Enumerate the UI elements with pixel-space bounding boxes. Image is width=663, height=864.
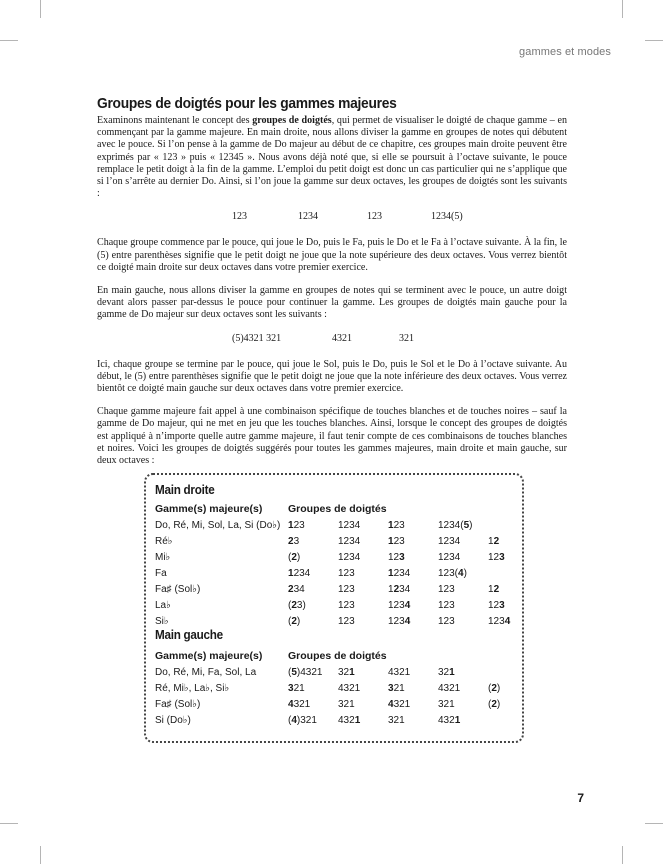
pattern-group: 321 <box>399 332 414 344</box>
pattern-group: 123 <box>232 211 247 223</box>
fingering-group-cell: (2) <box>488 682 501 694</box>
fingering-group-cell: 321 <box>288 682 305 694</box>
fingering-group-cell: 12 <box>488 535 500 547</box>
fingering-group-cell: 4321 <box>438 682 461 694</box>
crop-mark <box>622 846 623 864</box>
fingering-group-cell: 123 <box>388 519 405 531</box>
fingering-group-cell: (23) <box>288 599 306 611</box>
fingering-group-cell: 123 <box>438 599 455 611</box>
crop-mark <box>0 823 18 824</box>
paragraph: Chaque groupe commence par le pouce, qui joue le Do, puis le Fa, puis le Do et le Fa à l’octave suivante. À la fin, le (5) entre parenthèses signifie que le petit doigt ne joue que la note supérieure des deux octaves. Vous verrez bientôt ce doigté main droite sur deux octaves dans votre premier exercice. <box>97 237 567 273</box>
fingering-group-cell: 321 <box>438 698 455 710</box>
table-row <box>155 549 528 565</box>
pattern-group: 4321 <box>332 332 352 344</box>
fingering-group-cell: 1234(5) <box>438 519 473 531</box>
fingering-group-cell: 123 <box>288 519 305 531</box>
table-row <box>155 680 528 696</box>
fingering-group-cell: 4321 <box>338 714 361 726</box>
scale-name-cell: Do, Ré, Mi, Sol, La, Si (Do♭) <box>155 519 281 531</box>
fingering-group-cell: 123 <box>388 551 405 563</box>
fingering-group-cell: 1234 <box>388 599 411 611</box>
fingering-group-cell: 123(4) <box>438 567 467 579</box>
fingering-group-cell: 1234 <box>338 551 361 563</box>
scale-name-cell: Si (Do♭) <box>155 714 191 726</box>
scale-name-cell: Fa♯ (Sol♭) <box>155 698 201 710</box>
col-header-groups: Groupes de doigtés <box>288 650 387 662</box>
pattern-group: 1234 <box>298 211 318 223</box>
fingering-pattern-left-hand <box>97 333 567 345</box>
crop-mark <box>645 40 663 41</box>
page-number: 7 <box>577 791 584 805</box>
crop-mark <box>645 823 663 824</box>
scale-name-cell: Do, Ré, Mi, Fa, Sol, La <box>155 666 257 678</box>
left-hand-title: Main gauche <box>155 627 223 642</box>
fingering-group-cell: 4321 <box>288 698 311 710</box>
section-title: Groupes de doigtés pour les gammes majeures <box>97 95 397 112</box>
col-header-scales: Gamme(s) majeure(s) <box>155 503 263 515</box>
body-text <box>97 115 567 478</box>
fingering-group-cell: 123 <box>488 599 505 611</box>
fingering-group-cell: 123 <box>388 535 405 547</box>
left-hand-table <box>155 648 528 728</box>
fingering-group-cell: 321 <box>338 666 355 678</box>
table-row <box>155 581 528 597</box>
pattern-group: 123 <box>367 211 382 223</box>
fingering-group-cell: 123 <box>338 615 355 627</box>
fingering-group-cell: 123 <box>438 583 455 595</box>
scale-name-cell: Ré, Mi♭, La♭, Si♭ <box>155 682 230 694</box>
table-row <box>155 696 528 712</box>
scale-name-cell: Fa♯ (Sol♭) <box>155 583 201 595</box>
fingering-group-cell: 1234 <box>438 551 461 563</box>
fingering-group-cell: 4321 <box>338 682 361 694</box>
fingering-group-cell: 123 <box>338 567 355 579</box>
crop-mark <box>40 0 41 18</box>
fingering-group-cell: (5)4321 <box>288 666 323 678</box>
scale-name-cell: Mi♭ <box>155 551 171 563</box>
table-row <box>155 712 528 728</box>
fingering-group-cell: 4321 <box>438 714 461 726</box>
paragraph: Ici, chaque groupe se termine par le pouce, qui joue le Sol, puis le Do, puis le Sol et le Do à l’octave suivante. Au début, le (5) entre parenthèses signifie que le petit doigt ne joue que la note inférieure des deux octaves. Vous verrez bientôt ce doigté main gauche sur deux octaves dans votre premier exercice. <box>97 358 567 395</box>
crop-mark <box>622 0 623 18</box>
pattern-group: 1234(5) <box>431 211 463 223</box>
running-head: gammes et modes <box>519 46 611 58</box>
fingering-group-cell: 321 <box>438 666 455 678</box>
table-row <box>155 597 528 613</box>
fingering-group-cell: 321 <box>388 714 405 726</box>
fingering-group-cell: 1234 <box>338 535 361 547</box>
table-row <box>155 664 528 680</box>
fingering-group-cell: 1234 <box>338 519 361 531</box>
fingering-group-cell: 1234 <box>288 567 311 579</box>
paragraph: En main gauche, nous allons diviser la gamme en groupes de notes qui se terminent avec le pouce, un autre doigt devant alors passer par-dessus le pouce pour continuer la gamme. Les groupes de doigtés main gauche pour la gamme de Do majeur sur deux octaves sont les suivants : <box>97 285 567 321</box>
left-hand-rows <box>155 664 528 728</box>
fingering-group-cell: 1234 <box>488 615 511 627</box>
fingering-group-cell: 23 <box>288 535 300 547</box>
fingering-group-cell: 234 <box>288 583 305 595</box>
table-header <box>155 501 528 517</box>
fingering-group-cell: (2) <box>488 698 501 710</box>
table-row <box>155 533 528 549</box>
fingering-group-cell: 123 <box>338 599 355 611</box>
right-hand-title: Main droite <box>155 482 215 497</box>
fingering-group-cell: 1234 <box>388 567 411 579</box>
fingering-group-cell: 1234 <box>388 615 411 627</box>
scale-name-cell: Si♭ <box>155 615 169 627</box>
scale-name-cell: Fa <box>155 567 167 579</box>
right-hand-rows <box>155 517 528 629</box>
fingering-group-cell: 123 <box>338 583 355 595</box>
fingering-group-cell: (2) <box>288 615 301 627</box>
table-row <box>155 565 528 581</box>
fingering-group-cell: 321 <box>388 682 405 694</box>
fingering-group-cell: 123 <box>438 615 455 627</box>
fingering-group-cell: 1234 <box>438 535 461 547</box>
fingering-group-cell: 12 <box>488 583 500 595</box>
table-row <box>155 517 528 533</box>
fingering-group-cell: (4)321 <box>288 714 317 726</box>
pattern-group: (5)4321 321 <box>232 332 282 344</box>
crop-mark <box>0 40 18 41</box>
fingering-group-cell: 4321 <box>388 666 411 678</box>
col-header-groups: Groupes de doigtés <box>288 503 387 515</box>
crop-mark <box>40 846 41 864</box>
scale-name-cell: Ré♭ <box>155 535 173 547</box>
fingering-group-cell: 321 <box>338 698 355 710</box>
fingering-group-cell: 4321 <box>388 698 411 710</box>
fingering-table-box <box>144 473 524 743</box>
table-header <box>155 648 528 664</box>
fingering-group-cell: 123 <box>488 551 505 563</box>
col-header-scales: Gamme(s) majeure(s) <box>155 650 263 662</box>
fingering-group-cell: (2) <box>288 551 301 563</box>
fingering-group-cell: 1234 <box>388 583 411 595</box>
paragraph: Chaque gamme majeure fait appel à une combinaison spécifique de touches blanches et de touches noires – sauf la gamme de Do majeur, qui ne met en jeu que les touches blanches. Ainsi, lorsque le concept des groupes de doigtés est appliqué à n’importe quelle autre gamme majeure, il faut tenir compte de ces combinaisons de touches blanches et noires. Voici les groupes de doigtés suggérés pour toutes les gammes majeures, main droite et main gauche, sur deux octaves : <box>97 406 567 467</box>
scale-name-cell: La♭ <box>155 599 171 611</box>
paragraph: Examinons maintenant le concept des groupes de doigtés, qui permet de visualiser le doigté de chaque gamme – en commençant par la gamme majeure. En main droite, nous allons diviser la gamme en groupes de notes qui débutent avec le pouce. Si l’on pense à la gamme de Do majeur au début de ce chapitre, ces groupes main droite peuvent être exprimés par « 123 » puis « 12345 ». Nous avons déjà noté que, si elle se poursuit à l’octave suivante, le pouce remplace le petit doigt à la fin de la gamme. L’emploi du petit doigt est donc un cas particulier qui ne s’applique que si l’on s’arrête au dernier Do. Ainsi, si l’on joue la gamme sur deux octaves, les groupes de doigtés sont les suivants : <box>97 115 567 200</box>
right-hand-table <box>155 501 528 629</box>
fingering-pattern-right-hand <box>97 211 567 223</box>
